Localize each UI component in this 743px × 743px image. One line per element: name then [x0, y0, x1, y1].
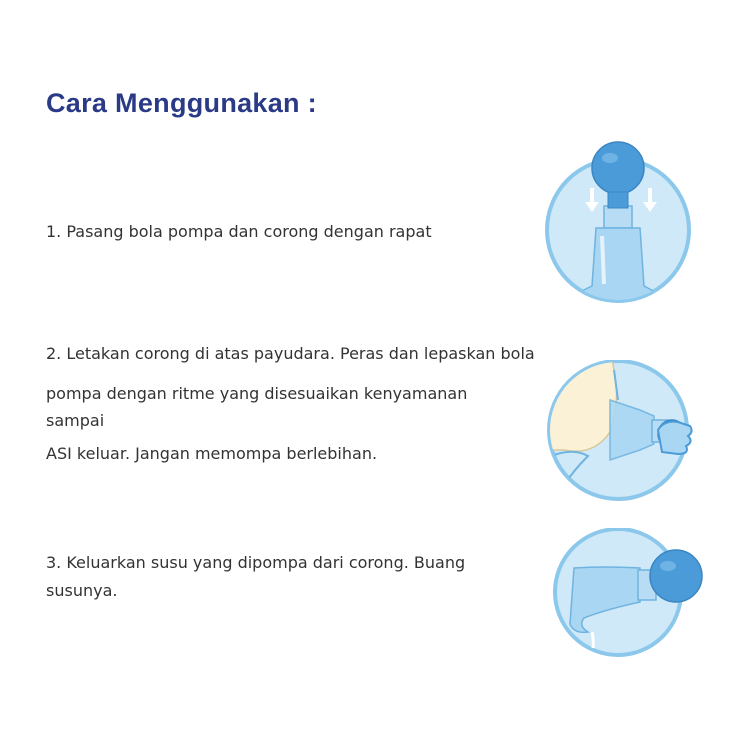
step-2 — [46, 342, 535, 466]
step-2-line-3: sampai — [46, 411, 105, 430]
pouring-milk-icon — [544, 528, 724, 663]
step-3-line-2: susunya. — [46, 581, 118, 600]
step-2-line-1: 2. Letakan corong di atas payudara. Peras dan lepaskan bola — [46, 344, 535, 363]
step-3 — [46, 551, 465, 603]
page-title: Cara Menggunakan : — [46, 88, 317, 118]
step-2-line-2: pompa dengan ritme yang disesuaikan kenyamanan — [46, 384, 468, 403]
pump-assembly-icon — [544, 136, 694, 306]
step-2-line-4: ASI keluar. Jangan memompa berlebihan. — [46, 444, 378, 463]
step-1-line-1: 1. Pasang bola pompa dan corong dengan rapat — [46, 222, 432, 241]
pumping-breast-icon — [544, 360, 694, 505]
step-3-line-1: 3. Keluarkan susu yang dipompa dari corong. Buang — [46, 553, 466, 572]
step-1 — [46, 220, 432, 244]
